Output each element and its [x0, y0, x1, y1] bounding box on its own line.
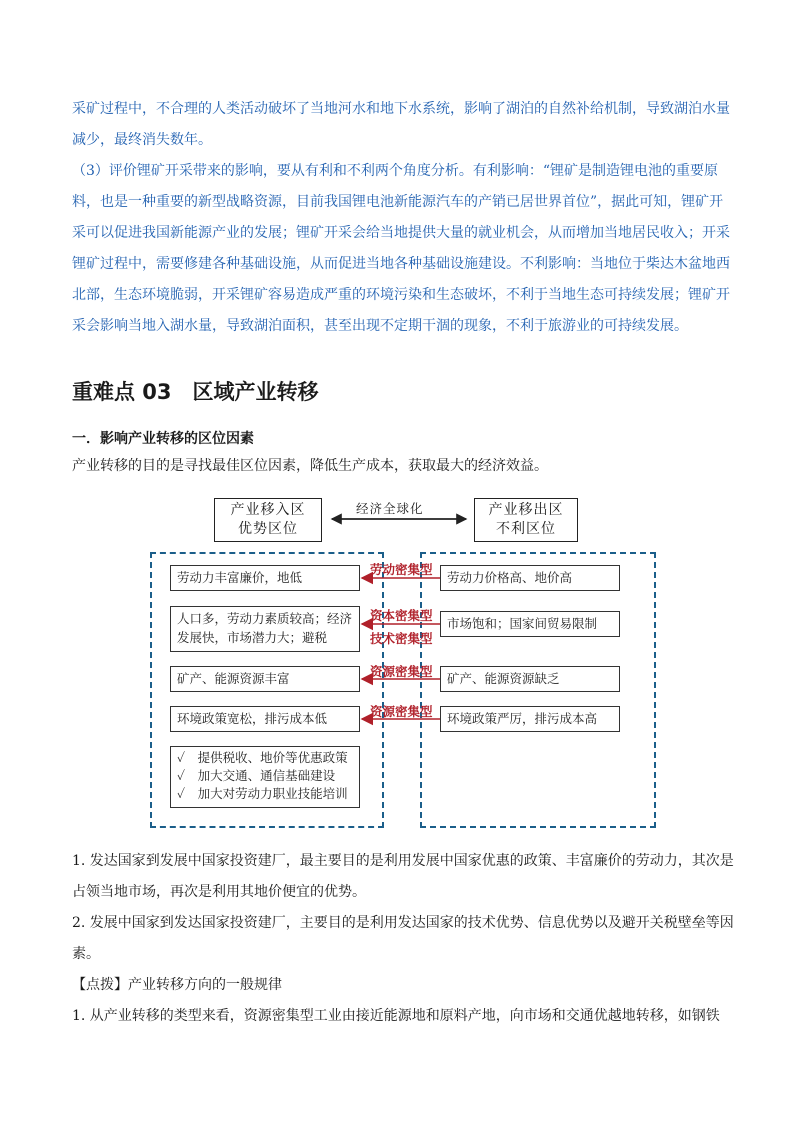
tip-heading: 【点拨】产业转移方向的一般规律	[72, 977, 282, 993]
industry-transfer-diagram	[148, 494, 662, 830]
measure-item: ✓ 加大交通、通信基础建设	[177, 768, 336, 783]
globalization-label: 经济全球化	[356, 501, 424, 516]
note-1: 1. 发达国家到发展中国家投资建厂，最主要目的是利用发展中国家优惠的政策、丰富廉价的劳动力，其次是占领当地市场，再次是利用其地价便宜的优势。	[72, 853, 734, 900]
answer-paragraph-1: 采矿过程中，不合理的人类活动破坏了当地河水和地下水系统，影响了湖泊的自然补给机制，导致湖泊水量减少，最终消失数年。	[72, 101, 730, 148]
capital-intensive-label: 资本密集型	[370, 608, 433, 623]
in-environment-box: 环境政策宽松，排污成本低	[170, 706, 360, 732]
labor-intensive-label: 劳动密集型	[370, 562, 433, 577]
note-3: 1. 从产业转移的类型来看，资源密集型工业由接近能源地和原料产地，向市场和交通优越地转移，如钢铁	[72, 1008, 720, 1024]
note-2: 2. 发展中国家到发达国家投资建厂，主要目的是利用发达国家的技术优势、信息优势以及避开关税壁垒等因素。	[72, 915, 734, 962]
move-out-region-line1: 产业移出区	[488, 502, 564, 518]
measure-item: ✓ 提供税收、地价等优惠政策	[177, 750, 348, 765]
section-subtitle: 一．影响产业转移的区位因素	[72, 431, 254, 447]
out-resource-box: 矿产、能源资源缺乏	[440, 666, 620, 692]
resource-intensive-label: 资源密集型	[370, 664, 433, 679]
in-resource-box: 矿产、能源资源丰富	[170, 666, 360, 692]
out-environment-box: 环境政策严厉，排污成本高	[440, 706, 620, 732]
in-labor-box: 劳动力丰富廉价，地低	[170, 565, 360, 591]
out-labor-box: 劳动力价格高、地价高	[440, 565, 620, 591]
move-out-region-line2: 不利区位	[496, 521, 556, 537]
out-market-box: 市场饱和；国家间贸易限制	[440, 611, 620, 637]
section-intro: 产业转移的目的是寻找最佳区位因素，降低生产成本，获取最大的经济效益。	[72, 458, 548, 474]
answer-paragraph-2: （3）评价锂矿开采带来的影响，要从有利和不利两个角度分析。有利影响：“锂矿是制造锂电池的重要原料，也是一种重要的新型战略资源，目前我国锂电池新能源汽车的产销已居世界首位”，据此可知，锂矿开采可以促进我国新能源产业的发展；锂矿开采会给当地提供大量的就业机会，从而增加当地居民收入；开采锂矿过程中，需要修建各种基础设施，从而促进当地各种基础设施建设。不利影响：当地位于柴达木盆地西北部，生态环境脆弱，开采锂矿容易造成严重的环境污染和生态破坏，不利于当地生态可持续发展；锂矿开采会影响当地入湖水量，导致湖泊面积，甚至出现不定期干涸的现象，不利于旅游业的可持续发展。	[72, 163, 730, 334]
diagram-arrows	[148, 494, 662, 830]
section-title: 重难点 03 区域产业转移	[72, 380, 319, 404]
technology-intensive-label: 技术密集型	[370, 631, 433, 646]
in-market-box: 人口多，劳动力素质较高；经济发展快，市场潜力大；避税	[170, 606, 360, 652]
resource-intensive-label-2: 资源密集型	[370, 704, 433, 719]
move-in-region-line2: 优势区位	[238, 521, 298, 537]
measure-item: ✓ 加大对劳动力职业技能培训	[177, 786, 348, 801]
move-in-region-line1: 产业移入区	[230, 502, 306, 518]
